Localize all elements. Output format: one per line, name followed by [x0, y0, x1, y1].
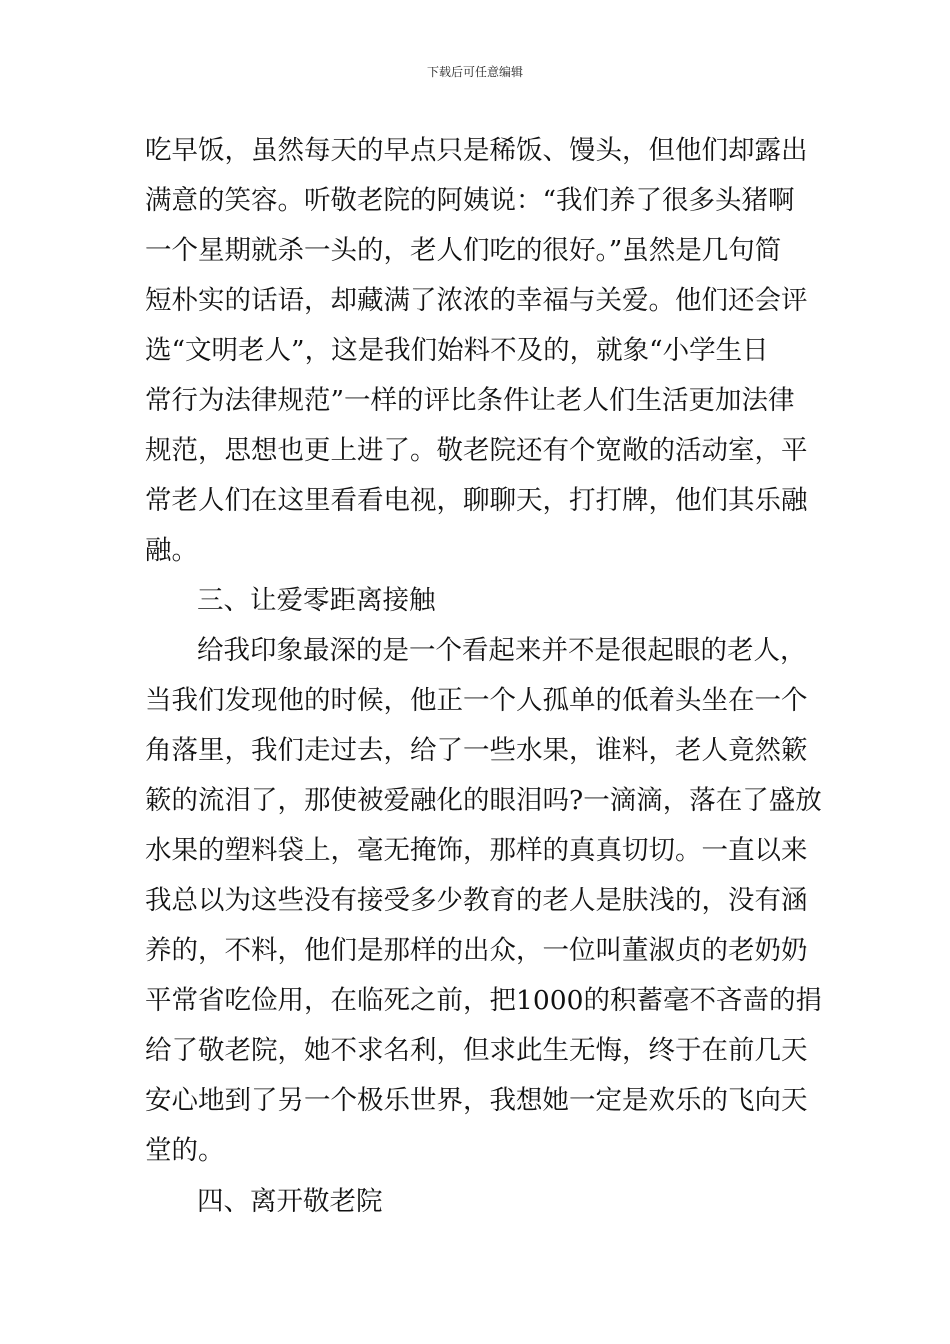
body-line: 角落里，我们走过去，给了一些水果，谁料，老人竟然簌: [145, 735, 808, 766]
body-line: 养的，不料，他们是那样的出众，一位叫董淑贞的老奶奶: [145, 935, 808, 966]
body-line: 当我们发现他的时候，他正一个人孤单的低着头坐在一个: [145, 685, 808, 716]
body-line: 平常省吃俭用，在临死之前，把1000的积蓄毫不吝啬的捐: [145, 985, 822, 1016]
paragraph-first-line: 给我印象最深的是一个看起来并不是很起眼的老人，: [197, 635, 807, 666]
body-line: 常行为法律规范”一样的评比条件让老人们生活更加法律: [145, 385, 795, 416]
body-line: 我总以为这些没有接受多少教育的老人是肤浅的，没有涵: [145, 885, 808, 916]
body-line: 簌的流泪了，那使被爱融化的眼泪吗?一滴滴，落在了盛放: [145, 785, 822, 816]
body-line: 融。: [145, 535, 198, 566]
section-heading: 四、离开敬老院: [197, 1186, 383, 1217]
body-line: 短朴实的话语，却藏满了浓浓的幸福与关爱。他们还会评: [145, 285, 808, 316]
body-line: 规范，思想也更上进了。敬老院还有个宽敞的活动室，平: [145, 435, 808, 466]
body-line: 堂的。: [145, 1135, 225, 1166]
body-line: 选“文明老人”，这是我们始料不及的，就象“小学生日: [145, 335, 769, 366]
body-line: 安心地到了另一个极乐世界，我想她一定是欢乐的飞向天: [145, 1085, 808, 1116]
body-line: 一个星期就杀一头的，老人们吃的很好。”虽然是几句简: [145, 235, 782, 266]
page-header: 下载后可任意编辑: [426, 65, 523, 79]
body-line: 满意的笑容。听敬老院的阿姨说：“我们养了很多头猪啊: [145, 185, 795, 216]
body-line: 常老人们在这里看看电视，聊聊天，打打牌，他们其乐融: [145, 485, 808, 516]
body-line: 给了敬老院，她不求名利，但求此生无悔，终于在前几天: [145, 1035, 808, 1066]
section-heading: 三、让爱零距离接触: [197, 585, 436, 616]
document-body: [145, 126, 822, 1227]
body-line: 水果的塑料袋上，毫无掩饰，那样的真真切切。一直以来: [145, 835, 808, 866]
body-line: 吃早饭，虽然每天的早点只是稀饭、馒头，但他们却露出: [145, 135, 808, 166]
